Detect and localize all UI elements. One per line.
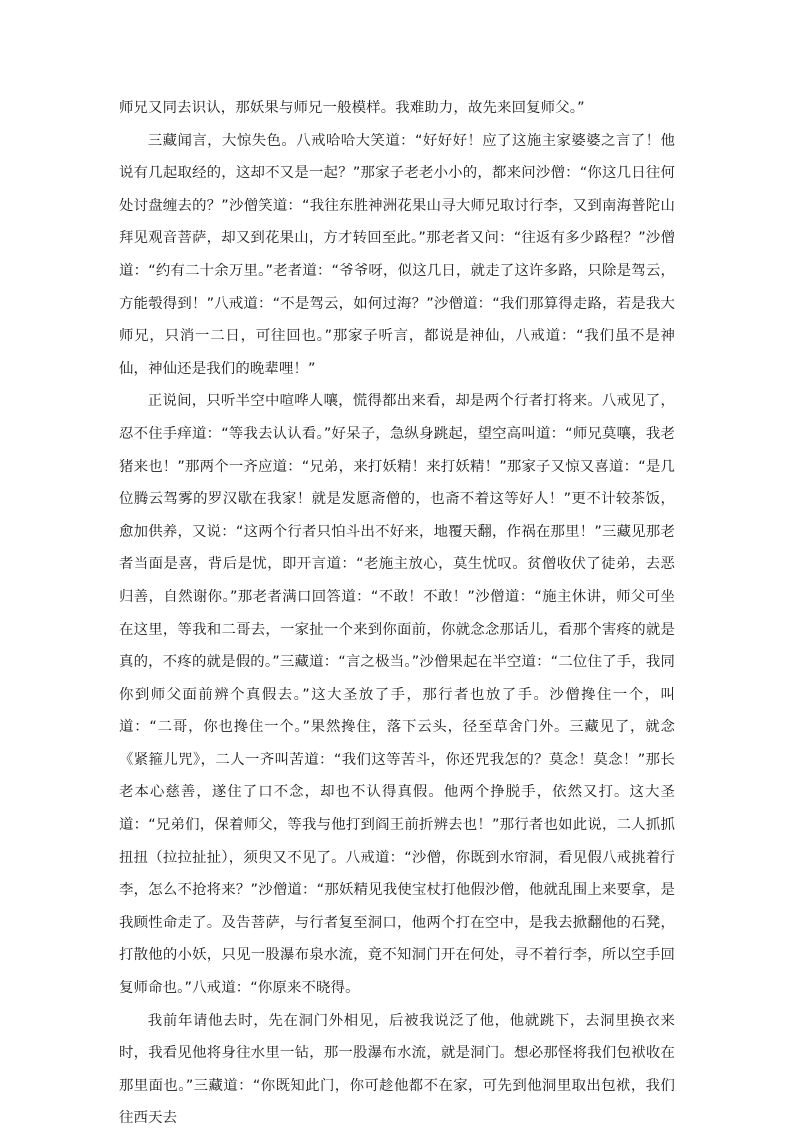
paragraph-2: 三藏闻言，大惊失色。八戒哈哈大笑道：“好好好！应了这施主家婆婆之言了！他说有几起取经的，这却不又是一起？”那家子老老小小的，都来问沙僧：“你这几日往何处讨盘缠去的？”沙僧笑道：“我往东胜神洲花果山寻大师兄取讨行李，又到南海普陀山拜见观音菩萨，却又到花果山，方才转回至此。”那老者又问：“往返有多少路程？”沙僧道：“约有二十余万里。”老者道：“爷爷呀，似这几日，就走了这许多路，只除是驾云，方能彀得到！”八戒道：“不是驾云，如何过海？”沙僧道：“我们那算得走路，若是我大师兄，只消一二日，可往回也。”那家子听言，都说是神仙，八戒道：“我们虽不是神仙，神仙还是我们的晚辈哩！” [119,132,675,377]
document-page [119,92,675,1135]
paragraph-4: 我前年请他去时，先在洞门外相见，后被我说泛了他，他就跳下，去洞里换衣来时，我看见他将身往水里一钻，那一股瀑布水流，就是洞门。想必那怪将我们包袱收在那里面也。”三藏道：“你既知此门，你可趁他都不在家，可先到他洞里取出包袱，我们往西天去 [119,1012,675,1127]
paragraph-3: 正说间，只听半空中喧哗人嚷，慌得都出来看，却是两个行者打将来。八戒见了，忍不住手痒道：“等我去认认看。”好呆子，急纵身跳起，望空高叫道：“师兄莫嚷，我老猪来也！”那两个一齐应道：“兄弟，来打妖精！来打妖精！”那家子又惊又喜道：“是几位腾云驾雾的罗汉歇在我家！就是发愿斋僧的，也斋不着这等好人！”更不计较茶饭，愈加供养，又说：“这两个行者只怕斗出不好来，地覆天翻，作祸在那里！”三藏见那老者当面是喜，背后是忧，即开言道：“老施主放心，莫生忧叹。贫僧收伏了徒弟，去恶归善，自然谢你。”那老者满口回答道：“不敢！不敢！”沙僧道：“施主休讲，师父可坐在这里，等我和二哥去，一家扯一个来到你面前，你就念念那话儿，看那个害疼的就是真的，不疼的就是假的。”三藏道：“言之极当。”沙僧果起在半空道：“二位住了手，我同你到师父面前辨个真假去。”这大圣放了手，那行者也放了手。沙僧搀住一个，叫道：“二哥，你也搀住一个。”果然搀住，落下云头，径至草舍门外。三藏见了，就念《紧箍儿咒》，二人一齐叫苦道：“我们这等苦斗，你还咒我怎的？莫念！莫念！”那长老本心慈善，遂住了口不念，却也不认得真假。他两个挣脱手，依然又打。这大圣道：“兄弟们，保着师父，等我与他打到阎王前折辨去也！”那行者也如此说，二人抓抓扭扭（拉拉扯扯），须臾又不见了。八戒道：“沙僧，你既到水帘洞，看见假八戒挑着行李，怎么不抢将来？”沙僧道：“那妖精见我使宝杖打他假沙僧，他就乱围上来要拿，是我顾性命走了。及告菩萨，与行者复至洞口，他两个打在空中，是我去掀翻他的石凳，打散他的小妖，只见一股瀑布泉水流，竟不知洞门开在何处，寻不着行李，所以空手回复师命也。”八戒道：“你原来不晓得。 [119,393,675,997]
paragraph-1: 师兄又同去识认，那妖果与师兄一般模样。我难助力，故先来回复师父。” [119,100,585,116]
